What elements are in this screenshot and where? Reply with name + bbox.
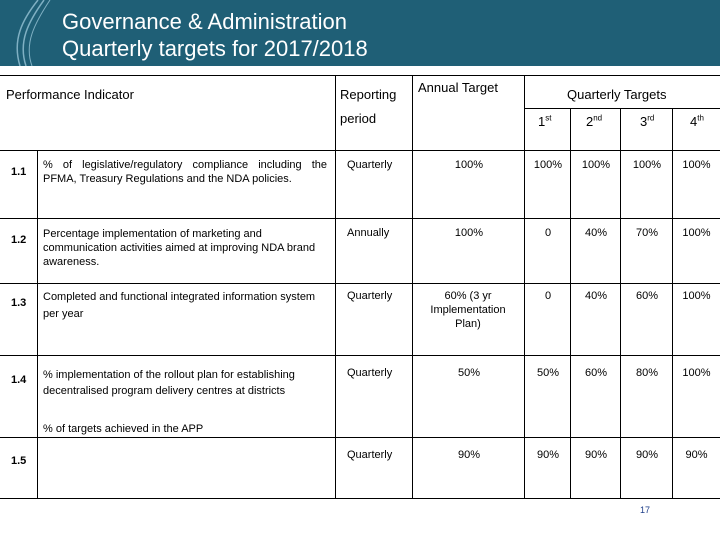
header-annual-target: Annual Target: [418, 80, 498, 95]
row-2-annual: 100%: [454, 227, 484, 239]
row-5-indicator: % of targets achieved in the APP: [43, 423, 204, 435]
row-2-q4: 100%: [682, 227, 711, 239]
row-5-reporting: Quarterly: [347, 449, 393, 461]
row-5-annual: 90%: [457, 449, 481, 461]
header-q2: 2nd: [586, 113, 603, 129]
row-5-q3: 90%: [635, 449, 659, 461]
row-2-q1: 0: [544, 227, 552, 239]
header-q3: 3rd: [640, 113, 655, 129]
row-3-indicator: Completed and functional integrated information system per year: [43, 291, 316, 320]
header-reporting: Reporting: [340, 87, 397, 102]
row-3-number: 1.3: [11, 297, 27, 309]
row-5-q2: 90%: [584, 449, 608, 461]
row-5-number: 1.5: [11, 455, 27, 467]
row-4-indicator: % implementation of the rollout plan for establishing decentralised program delivery centres at districts: [43, 369, 295, 397]
row-2-reporting: Annually: [347, 227, 390, 239]
row-2-q3: 70%: [635, 227, 659, 239]
row-1-q4: 100%: [682, 159, 711, 171]
row-4-q4: 100%: [682, 367, 711, 379]
row-4-q2: 60%: [584, 367, 608, 379]
header-quarterly-targets: Quarterly Targets: [567, 87, 667, 102]
row-1-q2: 100%: [581, 159, 611, 171]
row-5-q4: 90%: [685, 449, 708, 461]
row-4-number: 1.4: [11, 374, 27, 386]
row-1-indicator: % of legislative/regulatory compliance including the PFMA, Treasury Regulations and the NDA policies.: [43, 159, 327, 185]
row-3-q2: 40%: [584, 290, 608, 302]
row-2-indicator: Percentage implementation of marketing and communication activities aimed at improving NDA brand awareness.: [43, 228, 316, 268]
row-3-q3: 60%: [635, 290, 659, 302]
title-line-1: Governance & Administration: [62, 9, 347, 34]
header-performance-indicator: Performance Indicator: [6, 87, 134, 102]
row-1-q3: 100%: [632, 159, 662, 171]
row-1-number: 1.1: [11, 166, 27, 178]
title-line-2: Quarterly targets for 2017/2018: [62, 36, 368, 61]
row-3-q4: 100%: [682, 290, 711, 302]
row-4-q1: 50%: [536, 367, 560, 379]
row-4-reporting: Quarterly: [347, 367, 393, 379]
header-q1: 1st: [538, 113, 552, 129]
header-q4: 4th: [690, 113, 704, 129]
row-4-annual: 50%: [457, 367, 481, 379]
row-3-reporting: Quarterly: [347, 290, 393, 302]
row-3-annual: 60% (3 yr Implementation Plan): [430, 290, 506, 330]
row-4-q3: 80%: [635, 367, 659, 379]
row-2-q2: 40%: [584, 227, 608, 239]
row-1-annual: 100%: [454, 159, 484, 171]
row-5-q1: 90%: [536, 449, 560, 461]
row-2-number: 1.2: [11, 234, 27, 246]
page-number: 17: [640, 505, 651, 515]
row-1-q1: 100%: [533, 159, 563, 171]
header-period: period: [340, 111, 377, 126]
row-3-q1: 0: [544, 290, 552, 302]
row-1-reporting: Quarterly: [347, 159, 393, 171]
